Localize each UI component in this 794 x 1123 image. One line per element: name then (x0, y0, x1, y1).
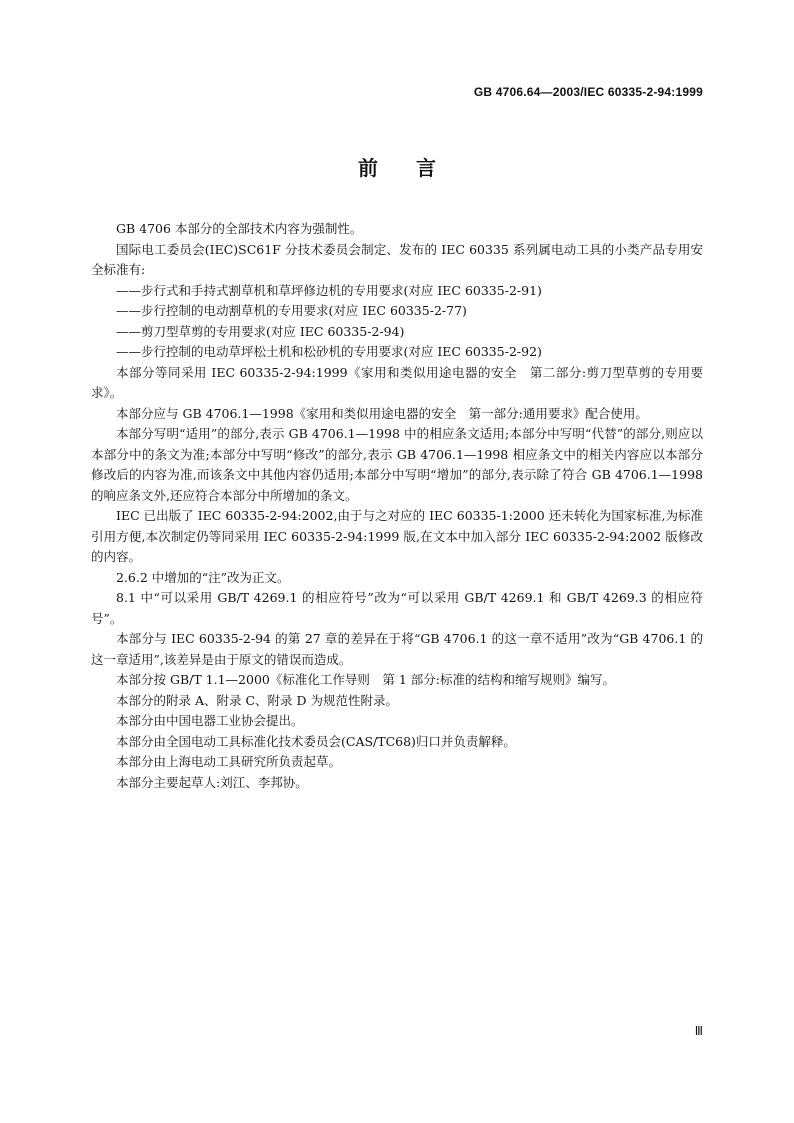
standard-code-header: GB 4706.64—2003/IEC 60335-2-94:1999 (473, 85, 703, 99)
page-title (0, 152, 794, 181)
title-char-1: 前 (358, 156, 378, 180)
paragraph: 8.1 中“可以采用 GB/T 4269.1 的相应符号”改为“可以采用 GB/T 4269.1 和 GB/T 4269.3 的相应符号”。 (91, 590, 703, 626)
list-item: ——步行控制的电动割草机的专用要求(对应 IEC 60335-2-77) (116, 303, 467, 318)
paragraph: 本部分等同采用 IEC 60335-2-94:1999《家用和类似用途电器的安全 第二部分:剪刀型草剪的专用要求》。 (91, 364, 703, 400)
paragraph: 本部分由中国电器工业协会提出。 (116, 713, 304, 728)
list-item: ——步行式和手持式割草机和草坪修边机的专用要求(对应 IEC 60335-2-91) (116, 282, 542, 298)
foreword-body (91, 219, 703, 793)
paragraph: 本部分的附录 A、附录 C、附录 D 为规范性附录。 (116, 692, 399, 708)
paragraph: 本部分主要起草人:刘江、李邦协。 (116, 774, 308, 790)
paragraph: 本部分与 IEC 60335-2-94 的第 27 章的差异在于将“GB 4706.1 的这一章不适用”改为“GB 4706.1 的这一章适用”,该差异是由于原文的错误而造成。 (91, 631, 703, 667)
paragraph: IEC 已出版了 IEC 60335-2-94:2002,由于与之对应的 IEC 60335-1:2000 还未转化为国家标准,为标准引用方便,本次制定仍等同采用 IEC 60335-2-94:1999 版,在文本中加入部分 IEC 60335-2-94:2002 版修改的内容。 (91, 508, 703, 564)
paragraph: 本部分由上海电动工具研究所负责起草。 (116, 754, 342, 769)
list-item: ——步行控制的电动草坪松土机和松砂机的专用要求(对应 IEC 60335-2-92) (116, 344, 542, 359)
paragraph: 本部分由全国电动工具标准化技术委员会(CAS/TC68)归口并负责解释。 (116, 733, 516, 749)
paragraph: 本部分按 GB/T 1.1—2000《标准化工作导则 第 1 部分:标准的结构和缩写规则》编写。 (116, 672, 615, 687)
list-item: ——剪刀型草剪的专用要求(对应 IEC 60335-2-94) (116, 323, 405, 339)
paragraph: 国际电工委员会(IEC)SC61F 分技术委员会制定、发布的 IEC 60335 系列属电动工具的小类产品专用安全标准有: (91, 241, 703, 277)
paragraph: 本部分应与 GB 4706.1—1998《家用和类似用途电器的安全 第一部分:通用要求》配合使用。 (116, 405, 648, 421)
title-char-2: 言 (416, 156, 436, 180)
paragraph: 2.6.2 中增加的“注”改为正文。 (116, 569, 290, 585)
page-number: Ⅲ (694, 1024, 703, 1038)
paragraph: 本部分写明“适用”的部分,表示 GB 4706.1—1998 中的相应条文适用;本部分中写明“代替”的部分,则应以本部分中的条文为准;本部分中写明“修改”的部分,表示 GB 4706.1—1998 相应条文中的相关内容应以本部分修改后的内容为准,而该条文中其他内容仍适用;本部分中写明“增加”的部分,表示除了符合 GB 4706.1—1998 的响应条文外,还应符合本部分中所增加的条文。 (91, 426, 703, 503)
paragraph: GB 4706 本部分的全部技术内容为强制性。 (116, 221, 363, 236)
